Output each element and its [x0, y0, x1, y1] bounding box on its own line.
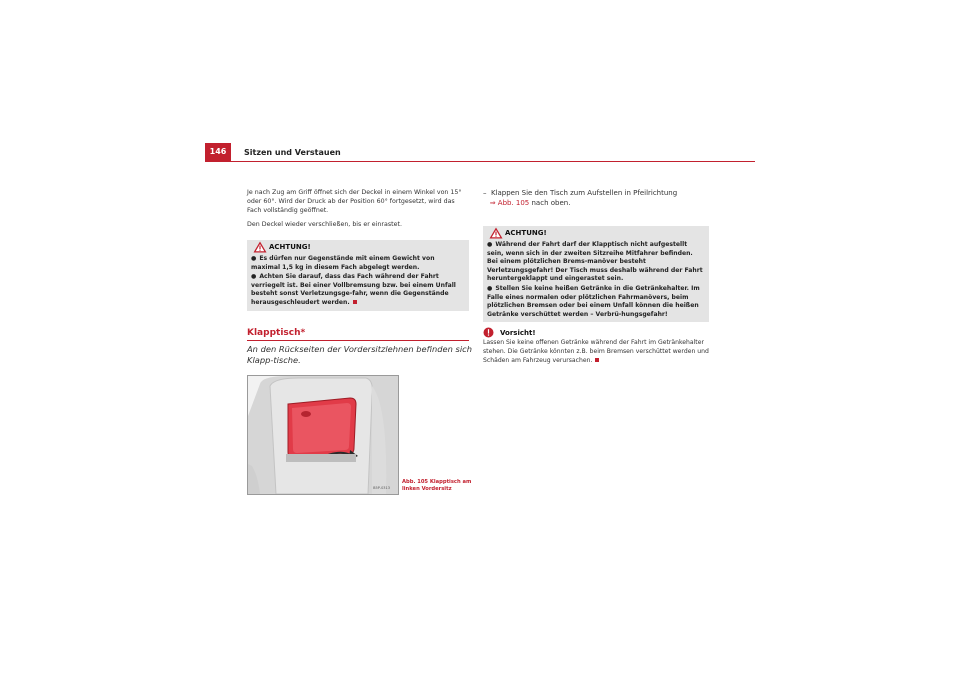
warning-header: [247, 240, 469, 254]
paragraph-lid-opening: Je nach Zug am Griff öffnet sich der Deckel in einem Winkel von 15° oder 60°. Wird der Druck ab der Position 60° fortgesetzt, wird das Fach vollständig geöffnet.: [247, 189, 462, 214]
bullet-icon: ●: [487, 284, 493, 292]
seat-back-illustration: [248, 376, 398, 494]
warning-title: ACHTUNG!: [269, 243, 311, 251]
figure-code: B5P-0313: [373, 486, 390, 490]
header-title: Sitzen und Verstauen: [244, 148, 341, 157]
section-rule: [247, 340, 469, 341]
bullet-icon: ●: [251, 255, 257, 262]
warning-item: ● Stellen Sie keine heißen Getränke in die Getränkehalter. Im Falle eines normalen oder plötzlichen Fahrmanövers, beim plötzlichen Bremsen oder bei einem Unfall können die heißen Getränke verschüttet werden – Verbrü-hungsgefahr!: [487, 284, 700, 318]
step-dash: –: [483, 189, 487, 197]
caution-title: Vorsicht!: [500, 328, 536, 337]
end-mark-icon: [595, 358, 599, 362]
page-number: 146: [205, 143, 231, 161]
section-title: Klapptisch*: [247, 328, 306, 338]
caution-text: Lassen Sie keine offenen Getränke während der Fahrt im Getränkehalter stehen. Die Getränke könnten z.B. beim Bremsen verschüttet werden und Schäden am Fahrzeug verursachen.: [483, 339, 709, 364]
warning-triangle-icon: [253, 241, 267, 253]
warning-item: ● Achten Sie darauf, dass das Fach während der Fahrt verriegelt ist. Bei einer Vollbremsung bzw. bei einem Unfall besteht sonst Verletzungsge-fahr, wenn die Gegenstände herausgeschleudert werden.: [251, 273, 456, 306]
step-text: Klappen Sie den Tisch zum Aufstellen in Pfeilrichtung: [490, 189, 678, 197]
bullet-icon: ●: [487, 241, 493, 248]
instruction-step: [483, 189, 743, 208]
warning-header: [483, 226, 709, 240]
caution-header: [483, 327, 536, 338]
figure-caption: Abb. 105 Klapptisch am linken Vordersitz: [402, 479, 472, 492]
warning-triangle-icon: [489, 227, 503, 239]
header-rule: [205, 161, 755, 162]
warning-item: ● Es dürfen nur Gegenstände mit einem Gewicht von maximal 1,5 kg in diesem Fach abgelegt werden.: [251, 255, 435, 271]
bullet-icon: ●: [251, 273, 257, 281]
warning-title: ACHTUNG!: [505, 229, 547, 237]
caution-circle-icon: [483, 327, 494, 338]
warning-box-storage: [247, 240, 469, 311]
paragraph-lid-closing: Den Deckel wieder verschließen, bis er einrastet.: [247, 221, 402, 228]
step-text-end: nach oben.: [531, 198, 571, 207]
end-mark-icon: [353, 300, 357, 304]
section-intro: An den Rückseiten der Vordersitzlehnen befinden sich Klapp-tische.: [247, 344, 472, 365]
warning-box-table: [483, 226, 709, 322]
figure-folding-table: [247, 375, 399, 495]
figure-reference-link[interactable]: ⇒ Abb. 105: [489, 198, 530, 207]
warning-item: ● Während der Fahrt darf der Klapptisch nicht aufgestellt sein, wenn sich in der zweiten Sitzreihe Mitfahrer befinden. Bei einem plötzlichen Brems-manöver besteht Verletzungsgefahr! Der Tisch muss deshalb während der Fahrt heruntergeklappt und eingerastet sein.: [487, 241, 703, 283]
